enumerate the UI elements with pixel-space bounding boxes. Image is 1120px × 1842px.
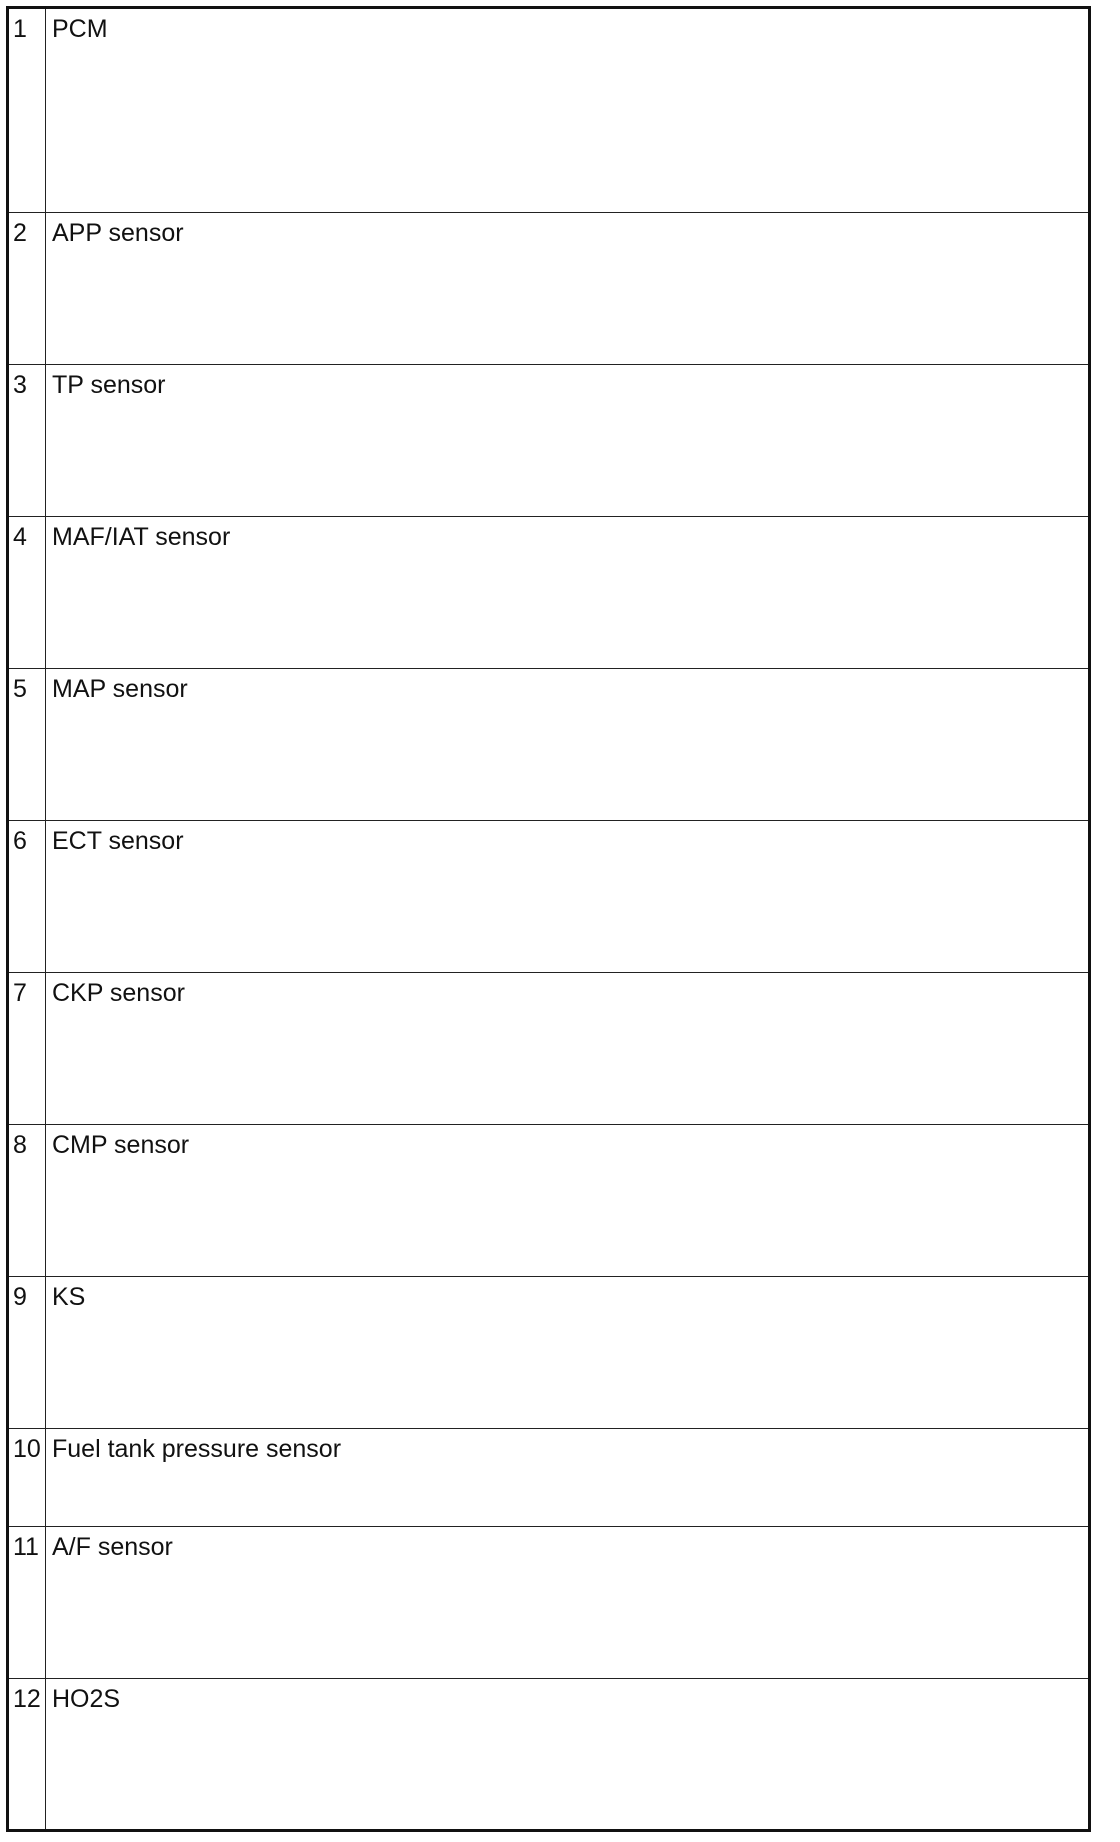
item-label: A/F sensor [46,1527,1090,1679]
item-number: 1 [8,8,46,213]
item-number: 3 [8,365,46,517]
item-label: PCM [46,8,1090,213]
item-number: 2 [8,213,46,365]
table-row [8,517,1090,669]
item-label: APP sensor [46,213,1090,365]
table-row [8,1679,1090,1831]
item-number: 11 [8,1527,46,1679]
item-number: 7 [8,973,46,1125]
item-number: 8 [8,1125,46,1277]
item-label: ECT sensor [46,821,1090,973]
item-label: Fuel tank pressure sensor [46,1429,1090,1527]
item-label: KS [46,1277,1090,1429]
item-label: CMP sensor [46,1125,1090,1277]
table-row [8,365,1090,517]
item-number: 5 [8,669,46,821]
item-number: 6 [8,821,46,973]
item-label: TP sensor [46,365,1090,517]
item-number: 12 [8,1679,46,1831]
table-row [8,1277,1090,1429]
item-label: HO2S [46,1679,1090,1831]
table-row [8,973,1090,1125]
table-row [8,1125,1090,1277]
item-number: 10 [8,1429,46,1527]
item-label: MAP sensor [46,669,1090,821]
item-label: CKP sensor [46,973,1090,1125]
item-number: 9 [8,1277,46,1429]
component-legend-table [6,6,1091,1832]
table-row [8,213,1090,365]
table-row [8,821,1090,973]
table-row [8,8,1090,213]
table-row [8,1429,1090,1527]
table-row [8,669,1090,821]
item-label: MAF/IAT sensor [46,517,1090,669]
table-row [8,1527,1090,1679]
item-number: 4 [8,517,46,669]
